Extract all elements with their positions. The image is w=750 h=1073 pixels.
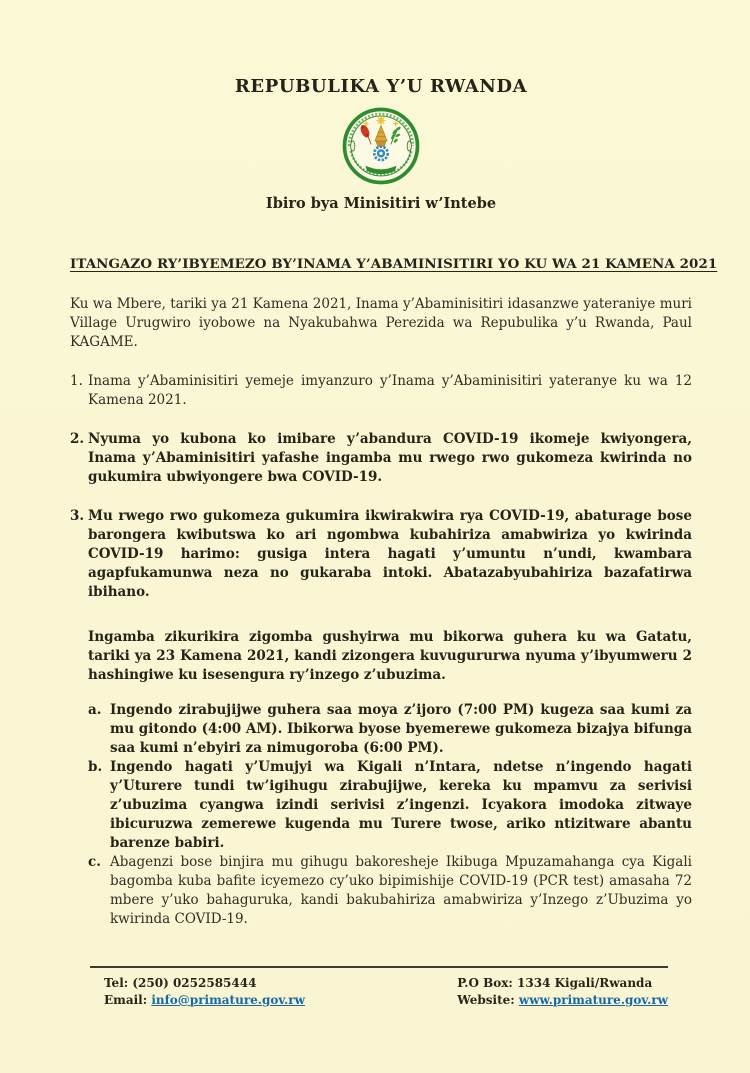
pobox-label: P.O Box: (457, 976, 513, 990)
item-text: Inama y’Abaminisitiri yemeje imyanzuro y’Inama y’Abaminisitiri yateranye ku wa 12 Kamena 2021. (88, 373, 692, 408)
item-text: Ingendo zirabujijwe guhera saa moya z’ijoro (7:00 PM) kugeza saa kumi za mu gitondo (4:00 AM). Ibikorwa byose byemerewe gukomeza bizajya bifunga saa kumi n’ebyiri za nimugoroba (6:00 PM). (110, 702, 692, 756)
emblem-container (70, 104, 692, 188)
pobox-line (457, 975, 668, 992)
document-title: ITANGAZO RY’IBYEMEZO BY’INAMA Y’ABAMINISITIRI YO KU WA 21 KAMENA 2021 (70, 256, 718, 272)
website-label: Website: (457, 993, 515, 1007)
item-text: Ingendo hagati y’Umujyi wa Kigali n’Intara, ndetse n’ingendo hagati y’Uturere tundi tw’igihugu zirabujijwe, kereka ku mpamvu za serivisi z’ubuzima cyangwa izindi serivisi z’ingenzi. Icyakora imodoka zitwaye ibicuruzwa zemerewe kugenda mu Turere twose, ariko ntizitware abantu barenze babiri. (110, 759, 692, 851)
footer-right-column (457, 975, 668, 1009)
tel-label: Tel: (104, 976, 129, 990)
letterhead (70, 76, 692, 212)
lettered-item-b (88, 758, 692, 853)
item-text: Abagenzi bose binjira mu gihugu bakoresheje Ikibuga Mpuzamahanga cya Kigali bagomba kuba bafite icyemezo cy’uko bipimishije COVID-19 (PCR test) amasaha 72 mbere y’uko bahaguruka, kandi bakubahiriza amabwiriza y’Inzego z’Ubuzima yo kwirinda COVID-19. (110, 854, 692, 927)
item-text: Nyuma yo kubona ko imibare y’abandura COVID-19 ikomeje kwiyongera, Inama y’Abaminisitiri yafashe ingamba mu rwego rwo gukomeza kwirinda no gukumira ubwiyongere bwa COVID-19. (88, 431, 692, 485)
email-link[interactable]: info@primature.gov.rw (151, 993, 305, 1007)
website-line (457, 992, 668, 1009)
rwanda-coat-of-arms-icon (340, 104, 422, 188)
lettered-list (88, 701, 692, 929)
item-text: Mu rwego rwo gukomeza gukumira ikwirakwira rya COVID-19, abaturage bose barongera kwibutswa ko ari ngombwa kubahiriza amabwiriza yo kwirinda COVID-19 harimo: gusiga intera hagati y’umuntu n’undi, kwambara agapfukamunwa neza no gukaraba intoki. Abatazabyubahiriza bazafatirwa ibihano. (88, 508, 692, 600)
item-number: 3. (70, 508, 85, 524)
numbered-item-1 (70, 372, 692, 410)
item-letter: b. (88, 759, 103, 775)
measures-intro-paragraph: Ingamba zikurikira zigomba gushyirwa mu bikorwa guhera ku wa Gatatu, tariki ya 23 Kamena 2021, kandi zizongera kuvugururwa nyuma y’ibyumweru 2 hashingiwe ku isesengura ry’inzego z’ubuzima. (88, 629, 692, 683)
tel-value: (250) 0252585444 (132, 976, 257, 990)
item-letter: c. (88, 854, 101, 870)
numbered-item-3 (70, 507, 692, 602)
numbered-item-2 (70, 430, 692, 487)
footer (0, 966, 750, 1009)
email-label: Email: (104, 993, 148, 1007)
email-line (104, 992, 305, 1009)
sun-icon (376, 116, 385, 125)
office-title: Ibiro bya Minisitiri w’Intebe (265, 195, 497, 212)
pobox-value: 1334 Kigali/Rwanda (517, 976, 653, 990)
item-letter: a. (88, 702, 102, 718)
telephone-line (104, 975, 305, 992)
website-link[interactable]: www.primature.gov.rw (518, 993, 668, 1007)
lettered-item-c (88, 853, 692, 929)
item-number: 2. (70, 431, 85, 447)
item-number: 1. (70, 373, 83, 389)
intro-paragraph: Ku wa Mbere, tariki ya 21 Kamena 2021, Inama y’Abaminisitiri idasanzwe yateraniye muri Village Urugwiro iyobowe na Nyakubahwa Perezida wa Repubulika y’u Rwanda, Paul KAGAME. (70, 296, 692, 350)
lettered-item-a (88, 701, 692, 758)
footer-left-column (104, 975, 305, 1009)
republic-title: REPUBULIKA Y’U RWANDA (234, 76, 528, 97)
